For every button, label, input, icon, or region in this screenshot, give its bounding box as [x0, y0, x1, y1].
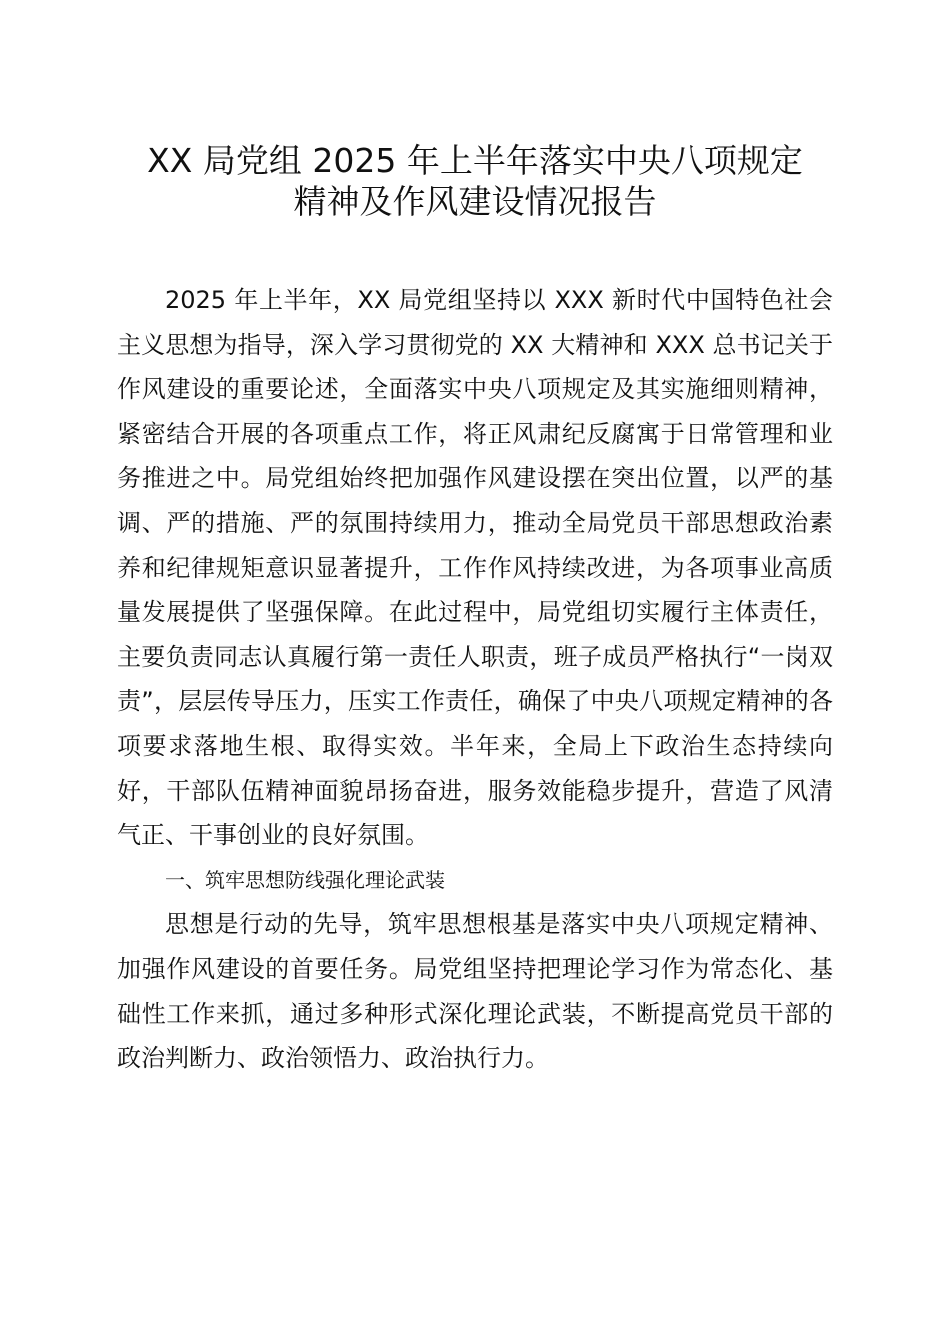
document-title [100, 140, 850, 222]
section-heading-1: 一、筑牢思想防线强化理论武装 [165, 867, 445, 892]
document-body [117, 278, 833, 1081]
intro-paragraph: 2025 年上半年，XX 局党组坚持以 XXX 新时代中国特色社会主义思想为指导，深入学习贯彻党的 XX 大精神和 XXX 总书记关于作风建设的重要论述，全面落实中央八项规定及其实施细则精神，紧密结合开展的各项重点工作，将正风肃纪反腐寓于日常管理和业务推进之中。局党组始终把加强作风建设摆在突出位置，以严的基调、严的措施、严的氛围持续用力，推动全局党员干部思想政治素养和纪律规矩意识显著提升，工作作风持续改进，为各项事业高质量发展提供了坚强保障。在此过程中，局党组切实履行主体责任，主要负责同志认真履行第一责任人职责，班子成员严格执行“一岗双责”，层层传导压力，压实工作责任，确保了中央八项规定精神的各项要求落地生根、取得实效。半年来，全局上下政治生态持续向好，干部队伍精神面貌昂扬奋进，服务效能稳步提升，营造了风清气正、干事创业的良好氛围。 [117, 286, 833, 850]
title-line-1: XX 局党组 2025 年上半年落实中央八项规定 [147, 141, 803, 180]
title-line-2: 精神及作风建设情况报告 [293, 182, 657, 221]
section-1-paragraph: 思想是行动的先导，筑牢思想根基是落实中央八项规定精神、加强作风建设的首要任务。局党组坚持把理论学习作为常态化、基础性工作来抓，通过多种形式深化理论武装，不断提高党员干部的政治判断力、政治领悟力、政治执行力。 [117, 910, 833, 1073]
